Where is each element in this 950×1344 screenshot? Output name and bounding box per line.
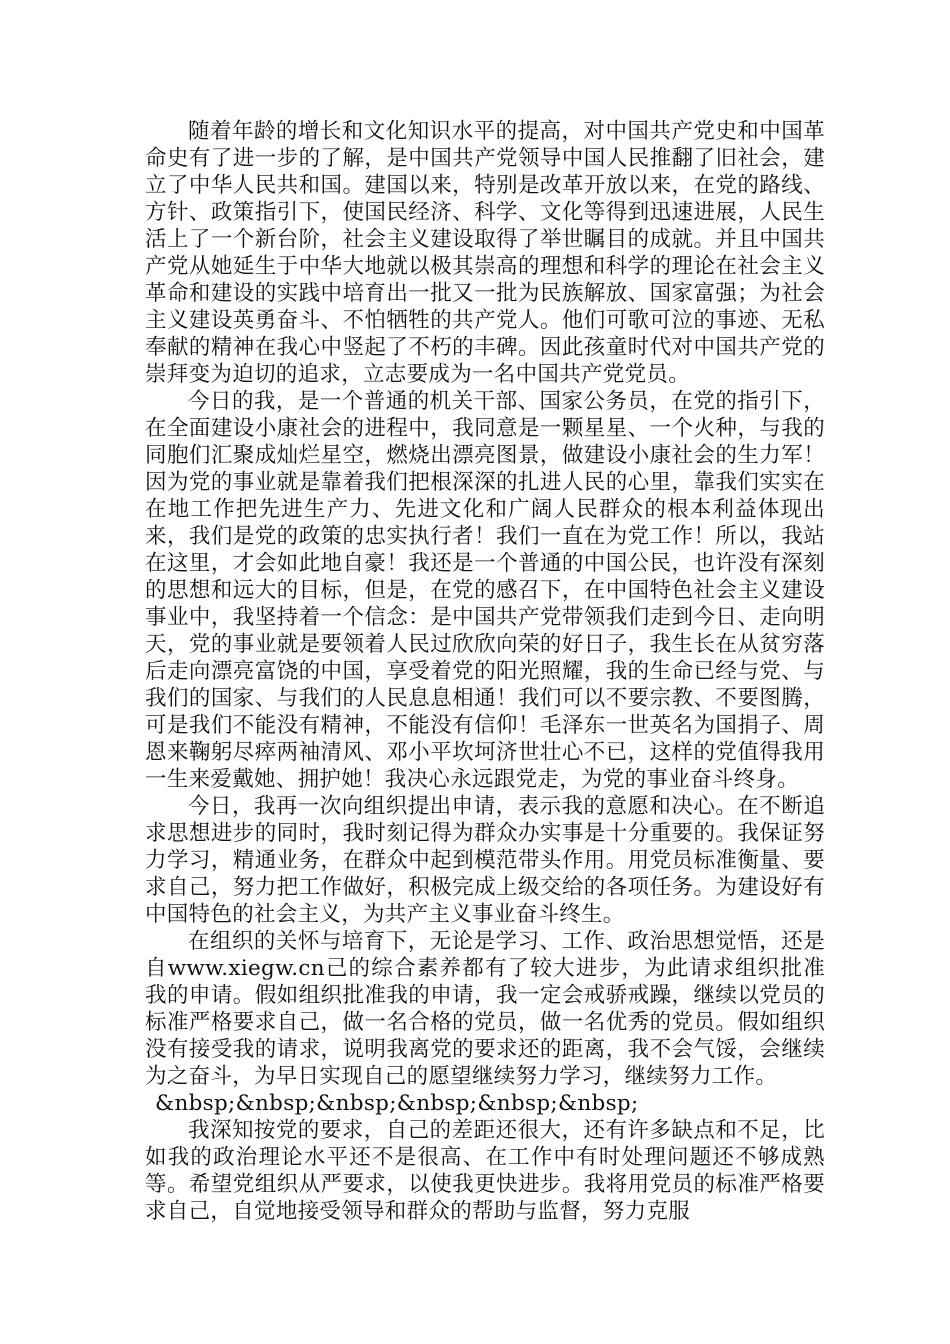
paragraph-application: 今日，我再一次向组织提出申请，表示我的意愿和决心。在不断追求思想进步的同时，我时刻记得为群众办实事是十分重要的。我保证努力学习，精通业务，在群众中起到模范带头作用。用党员标准衡量、要求自己，努力把工作做好，积极完成上级交给的各项任务。为建设好有中国特色的社会主义，为共产主义事业奋斗终生。: [145, 794, 825, 927]
raw-entity-line: &nbsp;&nbsp;&nbsp;&nbsp;&nbsp;&nbsp;: [155, 1091, 639, 1116]
paragraph-motivation: 随着年龄的增长和文化知识水平的提高，对中国共产党史和中国革命史有了进一步的了解，是中国共产党领导中国人民推翻了旧社会，建立了中华人民共和国。建国以来，特别是改革开放以来，在党的路线、方针、政策指引下，使国民经济、科学、文化等得到迅速进展，人民生活上了一个新台阶，社会主义建设取得了举世瞩目的成就。并且中国共产党从她延生于中华大地就以极其崇高的理想和科学的理论在社会主义革命和建设的实践中培育出一批又一批为民族解放、国家富强；为社会主义建设英勇奋斗、不怕牺牲的共产党人。他们可歌可泣的事迹、无私奉献的精神在我心中竖起了不朽的丰碑。因此孩童时代对中国共产党的崇拜变为迫切的追求，立志要成为一名中国共产党党员。: [145, 119, 825, 387]
paragraph-organization-care: 在组织的关怀与培育下，无论是学习、工作、政治思想觉悟，还是自www.xiegw.cn己的综合素养都有了较大进步，为此请求组织批准我的申请。假如组织批准我的申请，我一定会戒骄戒躁，继续以党员的标准严格要求自己，做一名合格的党员，做一名优秀的党员。假如组织没有接受我的请求，说明我离党的要求还的距离，我不会气馁，会继续为之奋斗，为早日实现自己的愿望继续努力学习，继续努力工作。: [145, 929, 825, 1089]
document-body: [145, 118, 825, 1225]
paragraph-present-self: 今日的我，是一个普通的机关干部、国家公务员，在党的指引下，在全面建设小康社会的进程中，我同意是一颗星星、一个火种，与我的同胞们汇聚成灿烂星空，燃烧出漂亮图景，做建设小康社会的生力军！因为党的事业就是靠着我们把根深深的扎进人民的心里，靠我们实实在在地工作把先进生产力、先进文化和广阔人民群众的根本利益体现出来，我们是党的政策的忠实执行者！我们一直在为党工作！所以，我站在这里，才会如此地自豪！我还是一个普通的中国公民，也许没有深刻的思想和远大的目标，但是，在党的感召下，在中国特色社会主义建设事业中，我坚持着一个信念：是中国共产党带领我们走到今日、走向明天，党的事业就是要领着人民过欣欣向荣的好日子，我生长在从贫穷落后走向漂亮富饶的中国，享受着党的阳光照耀，我的生命已经与党、与我们的国家、与我们的人民息息相通！我们可以不要宗教、不要图腾，可是我们不能没有精神，不能没有信仰！毛泽东一世英名为国捐子、周恩来鞠躬尽瘁两袖清风、邓小平坎坷济世壮心不已，这样的党值得我用一生来爱戴她、拥护她！我决心永远跟党走，为党的事业奋斗终身。: [145, 389, 825, 792]
paragraph-self-assessment: 我深知按党的要求，自己的差距还很大，还有许多缺点和不足，比如我的政治理论水平还不是很高、在工作中有时处理问题还不够成熟等。希望党组织从严要求，以使我更快进步。我将用党员的标准严格要求自己，自觉地接受领导和群众的帮助与监督，努力克服: [145, 1118, 825, 1224]
